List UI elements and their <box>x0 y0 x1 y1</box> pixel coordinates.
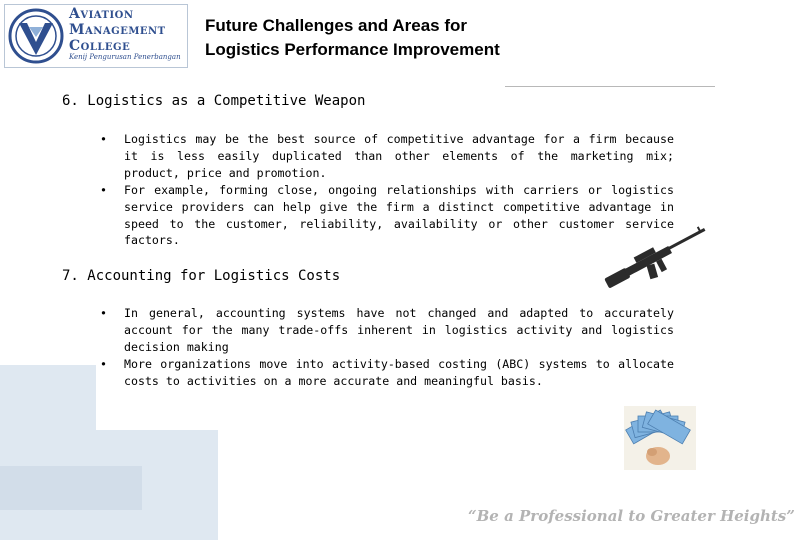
bullet-marker: • <box>100 132 107 146</box>
section-heading: 6. Logistics as a Competitive Weapon <box>62 93 366 109</box>
slide-title-line-2: Logistics Performance Improvement <box>205 40 500 59</box>
logo-line-1: Aviation <box>69 6 134 22</box>
bullet-marker: • <box>100 306 107 320</box>
bullet-text: More organizations move into activity-based costing (ABC) systems to allocate costs to activities on a more accurate and meaningful basis. <box>124 356 674 388</box>
footer-motto: “Be a Professional to Greater Heights” <box>468 507 795 525</box>
slide-title-line-1: Future Challenges and Areas for <box>205 16 467 35</box>
bullet-item <box>100 305 674 356</box>
title-divider <box>505 86 715 87</box>
logo-wordmark <box>69 6 166 54</box>
slide-title <box>205 14 585 62</box>
logo-line-3: College <box>69 38 131 54</box>
bullet-text: In general, accounting systems have not changed and adapted to accurately account for the many trade-offs inherent in logistics activity and logistics decision making <box>124 306 674 354</box>
bullet-item <box>100 182 674 250</box>
logo-line-2: Management <box>69 22 166 38</box>
rifle-image <box>596 222 716 292</box>
bullet-marker: • <box>100 356 107 371</box>
bullet-text: For example, forming close, ongoing relationships with carriers or logistics service providers can help give the firm a distinct competitive advantage in speed to the customer, reliability, availability or other customer service factors. <box>124 182 674 248</box>
logo-tagline: Kenij Pengurusan Penerbangan <box>69 53 181 61</box>
bullet-text: Logistics may be the best source of competitive advantage for a firm because it is less easily duplicated than other elements of the marketing mix; product, price and promotion. <box>124 132 674 180</box>
bullet-list <box>100 305 674 390</box>
amc-emblem-icon <box>7 7 65 65</box>
college-logo <box>4 4 188 68</box>
bullet-marker: • <box>100 182 107 197</box>
bullet-item <box>100 131 674 182</box>
money-fan-image <box>624 406 696 470</box>
bullet-list <box>100 131 674 249</box>
section-heading: 7. Accounting for Logistics Costs <box>62 268 341 284</box>
bullet-item <box>100 356 674 390</box>
background-block <box>0 466 142 510</box>
